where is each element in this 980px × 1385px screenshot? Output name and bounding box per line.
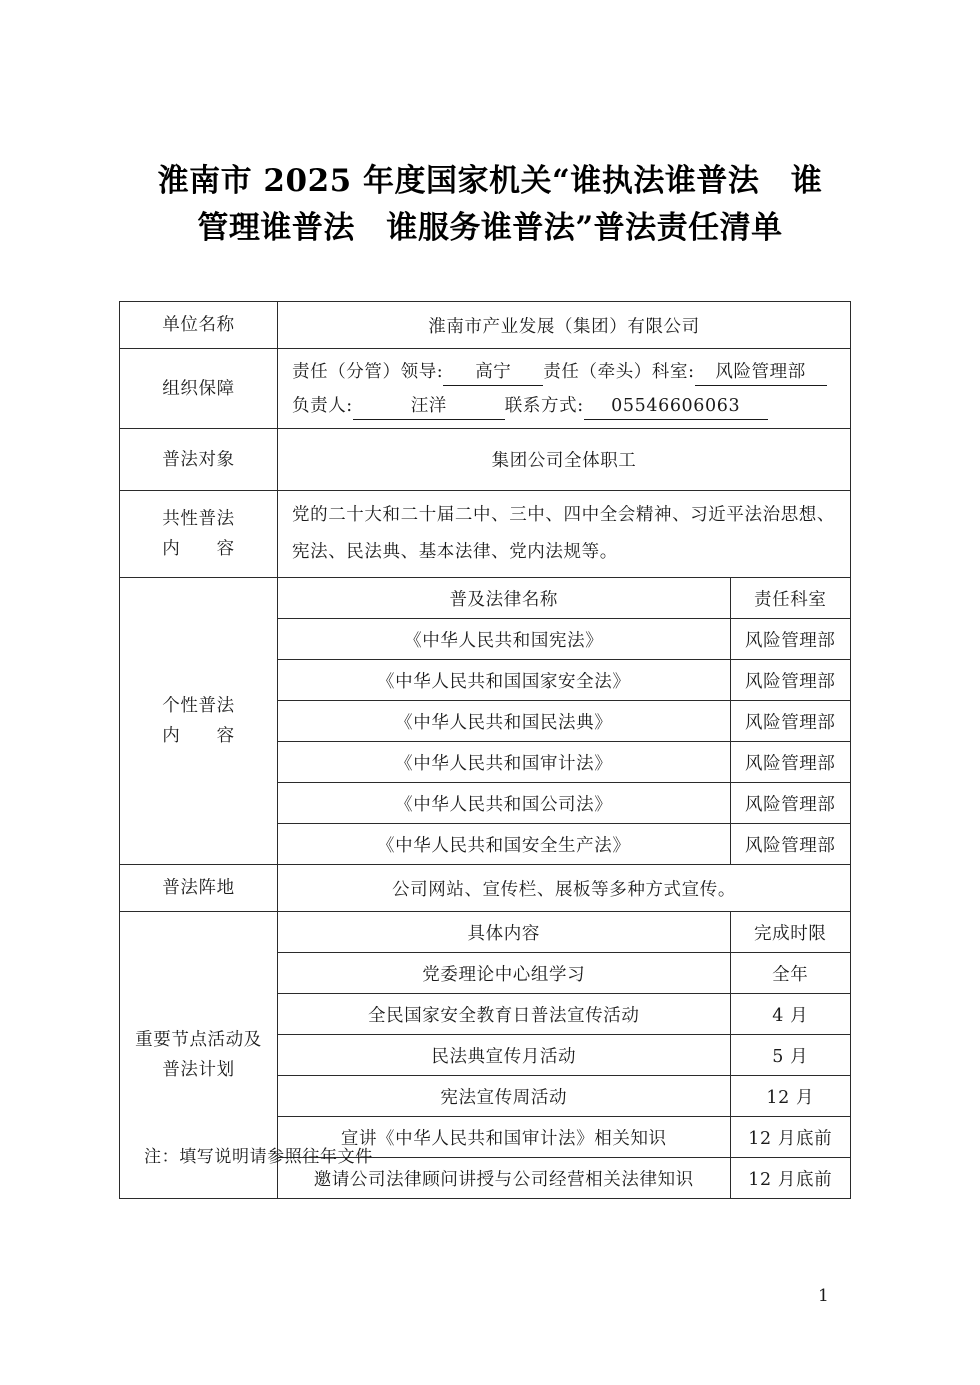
law-name: 《中华人民共和国民法典》 bbox=[278, 701, 730, 742]
value-common-content bbox=[278, 491, 851, 578]
value-audience: 集团公司全体职工 bbox=[278, 429, 851, 491]
law-name: 《中华人民共和国国家安全法》 bbox=[278, 660, 730, 701]
label-organization: 组织保障 bbox=[120, 349, 278, 429]
page-number: 1 bbox=[818, 1286, 829, 1306]
header-activity-deadline: 完成时限 bbox=[730, 912, 850, 953]
organization-line-contact bbox=[292, 389, 840, 423]
label-positions: 普法阵地 bbox=[120, 865, 278, 912]
table-row bbox=[278, 1076, 850, 1117]
leader-value: 高宁 bbox=[443, 359, 543, 386]
responsibility-list-table bbox=[119, 301, 851, 1199]
label-audience: 普法对象 bbox=[120, 429, 278, 491]
header-activity-content: 具体内容 bbox=[278, 912, 730, 953]
law-dept: 风险管理部 bbox=[730, 660, 850, 701]
label-activities-line-1: 重要节点活动及 bbox=[135, 1030, 262, 1050]
contact-label: 联系方式: bbox=[504, 395, 584, 416]
law-dept: 风险管理部 bbox=[730, 701, 850, 742]
dept-label: 责任（牵头）科室: bbox=[543, 361, 695, 382]
activity-content: 邀请公司法律顾问讲授与公司经营相关法律知识 bbox=[278, 1158, 730, 1199]
table-row-common-content bbox=[120, 491, 851, 578]
common-content-line-1: 党的二十大和二十届二中、三中、四中全会精神、习近平法治思想、 bbox=[292, 505, 835, 525]
contact-value: 05546606063 bbox=[584, 393, 768, 420]
leader-label: 责任（分管）领导: bbox=[292, 361, 444, 382]
value-unit-name: 淮南市产业发展（集团）有限公司 bbox=[278, 302, 851, 349]
activity-deadline: 全年 bbox=[730, 953, 850, 994]
header-law-dept: 责任科室 bbox=[730, 578, 850, 619]
table-row-individual-content bbox=[120, 578, 851, 865]
activity-deadline: 12 月底前 bbox=[730, 1117, 850, 1158]
activity-deadline: 5 月 bbox=[730, 1035, 850, 1076]
table-row bbox=[278, 742, 850, 783]
table-row-organization bbox=[120, 349, 851, 429]
law-dept: 风险管理部 bbox=[730, 742, 850, 783]
table-row bbox=[278, 824, 850, 865]
law-name: 《中华人民共和国安全生产法》 bbox=[278, 824, 730, 865]
title-line-2: 管理谁普法 谁服务谁普法”普法责任清单 bbox=[197, 210, 783, 246]
table-row bbox=[278, 783, 850, 824]
activity-content: 宣讲《中华人民共和国审计法》相关知识 bbox=[278, 1117, 730, 1158]
table-row bbox=[278, 994, 850, 1035]
label-common-content-line-1: 共性普法 bbox=[162, 509, 235, 529]
common-content-line-2: 宪法、民法典、基本法律、党内法规等。 bbox=[292, 542, 618, 562]
table-row-unit-name bbox=[120, 302, 851, 349]
law-list-table bbox=[278, 578, 850, 864]
table-row bbox=[278, 619, 850, 660]
law-list-body bbox=[278, 578, 850, 864]
law-name: 《中华人民共和国审计法》 bbox=[278, 742, 730, 783]
label-activities-line-2: 普法计划 bbox=[162, 1060, 235, 1080]
label-individual-content bbox=[120, 578, 278, 865]
person-label: 负责人: bbox=[292, 395, 353, 416]
activity-content: 宪法宣传周活动 bbox=[278, 1076, 730, 1117]
table-row-audience bbox=[120, 429, 851, 491]
label-common-content-line-2: 内 容 bbox=[162, 539, 235, 559]
individual-content-subtable-host bbox=[278, 578, 851, 865]
law-name: 《中华人民共和国公司法》 bbox=[278, 783, 730, 824]
person-value: 汪洋 bbox=[353, 393, 505, 420]
activity-deadline: 12 月底前 bbox=[730, 1158, 850, 1199]
activity-deadline: 4 月 bbox=[730, 994, 850, 1035]
law-name: 《中华人民共和国宪法》 bbox=[278, 619, 730, 660]
table-row bbox=[278, 953, 850, 994]
activity-content: 党委理论中心组学习 bbox=[278, 953, 730, 994]
activity-deadline: 12 月 bbox=[730, 1076, 850, 1117]
activity-table-header-row bbox=[278, 912, 850, 953]
dept-value: 风险管理部 bbox=[695, 359, 827, 386]
label-unit-name: 单位名称 bbox=[120, 302, 278, 349]
table-row-positions bbox=[120, 865, 851, 912]
label-individual-content-line-2: 内 容 bbox=[162, 726, 235, 746]
law-dept: 风险管理部 bbox=[730, 619, 850, 660]
value-organization bbox=[278, 349, 851, 429]
table-row bbox=[278, 1035, 850, 1076]
organization-line-leader bbox=[292, 355, 840, 389]
law-dept: 风险管理部 bbox=[730, 783, 850, 824]
table-row bbox=[278, 701, 850, 742]
activity-content: 民法典宣传月活动 bbox=[278, 1035, 730, 1076]
value-positions: 公司网站、宣传栏、展板等多种方式宣传。 bbox=[278, 865, 851, 912]
table-row bbox=[278, 660, 850, 701]
label-individual-content-line-1: 个性普法 bbox=[162, 696, 235, 716]
law-dept: 风险管理部 bbox=[730, 824, 850, 865]
law-table-header-row bbox=[278, 578, 850, 619]
footer-note: 注：填写说明请参照往年文件 bbox=[144, 1147, 373, 1167]
title-line-1: 淮南市 2025 年度国家机关“谁执法谁普法 谁 bbox=[157, 163, 823, 199]
activity-content: 全民国家安全教育日普法宣传活动 bbox=[278, 994, 730, 1035]
page-title bbox=[120, 158, 860, 252]
label-common-content bbox=[120, 491, 278, 578]
header-law-name: 普及法律名称 bbox=[278, 578, 730, 619]
